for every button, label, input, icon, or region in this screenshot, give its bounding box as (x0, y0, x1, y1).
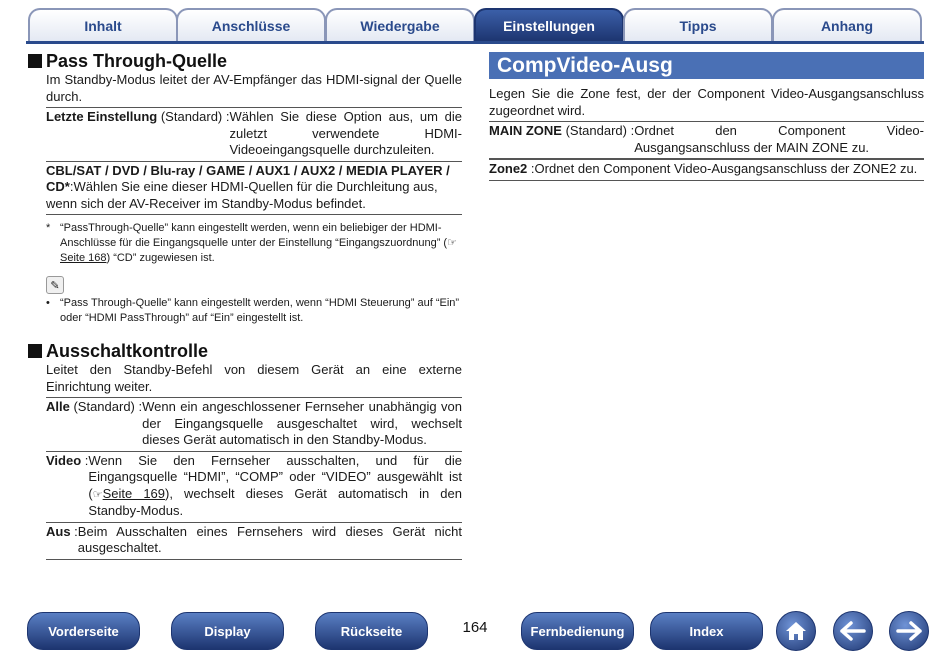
tab-inhalt[interactable]: Inhalt (28, 8, 178, 41)
option-value: Wenn ein angeschlossener Fernseher unabhängig von der Eingangsquelle ausgeschaltet wird, wechselt dieses Gerät automatisch in den Standby-Modus. (142, 399, 462, 447)
section-square-icon (28, 54, 42, 68)
vorderseite-button[interactable]: Vorderseite (27, 612, 140, 650)
left-column (28, 50, 462, 560)
fernbedienung-button[interactable]: Fernbedienung (521, 612, 634, 650)
option-key: Video (46, 452, 82, 468)
page-link-169[interactable]: Seite 169 (102, 485, 166, 501)
tab-tipps[interactable]: Tipps (623, 8, 773, 41)
option-colon: : (69, 179, 74, 194)
index-button[interactable]: Index (650, 612, 763, 650)
option-key: Alle (46, 399, 70, 414)
option-value: Beim Ausschalten eines Fernsehers wird dieses Gerät nicht ausgeschaltet. (77, 523, 462, 555)
option-row-zone2 (489, 158, 924, 180)
section-title: Ausschaltkontrolle (46, 340, 209, 361)
option-key: CBL/SAT / DVD / Blu-ray / GAME / AUX1 / AUX2 / MEDIA PLAYER / CD (46, 162, 450, 194)
note-text: “Pass Through-Quelle” kann eingestellt werden, wenn “HDMI Steuerung” auf “Ein” oder “HDMI PassThrough” auf “Ein” eingestellt ist. (60, 297, 460, 324)
compvideo-intro: Legen Sie die Zone fest, der der Component Video-Ausgangsanschluss zugeordnet wird. (489, 86, 924, 118)
note-bullet (46, 296, 462, 326)
option-standard: (Standard) : (561, 123, 635, 138)
divider (46, 559, 462, 560)
divider (489, 180, 924, 181)
divider (46, 214, 462, 215)
note-text: “PassThrough-Quelle” kann eingestellt werden, wenn ein beliebiger der HDMI-Anschlüsse für die Eingangsquelle unter der Einstellung “Eingangszuordnung” ( (60, 222, 448, 249)
tab-einstellungen[interactable]: Einstellungen (474, 8, 624, 41)
home-icon[interactable] (776, 611, 816, 651)
arrow-left-icon[interactable] (833, 611, 873, 651)
option-row-sources (46, 161, 462, 215)
option-key: Letzte Einstellung (46, 109, 158, 124)
section-title: Pass Through-Quelle (46, 50, 228, 71)
section-square-icon (28, 344, 42, 358)
page-link-168[interactable]: Seite 168 (60, 252, 107, 264)
option-row-main-zone (489, 121, 924, 158)
display-button[interactable]: Display (171, 612, 284, 650)
tab-anhang[interactable]: Anhang (772, 8, 922, 41)
arrow-left-glyph (840, 621, 866, 641)
pass-intro: Im Standby-Modus leitet der AV-Empfänger das HDMI-signal der Quelle durch. (46, 72, 462, 104)
pointing-hand-icon: ☞ (92, 488, 103, 501)
option-value: Wählen Sie eine dieser HDMI-Quellen für die Durchleitung aus, wenn sich der AV-Receiver im Standby-Modus befindet. (46, 179, 438, 211)
option-key: Zone2 (489, 161, 528, 176)
option-value: ), wechselt dieses Gerät automatisch in den Standby-Modus. (88, 485, 462, 518)
option-value: Ordnet den Component Video-Ausgangsanschluss der MAIN ZONE zu. (634, 123, 924, 155)
option-row-video (46, 451, 462, 522)
tab-underline (26, 41, 924, 44)
option-key: MAIN ZONE (489, 123, 562, 138)
right-column (489, 50, 924, 181)
aus-intro: Leitet den Standby-Befehl von diesem Gerät an eine externe Einrichtung weiter. (46, 362, 462, 394)
star-mark: * (46, 222, 51, 234)
option-standard: (Standard) : (69, 399, 143, 414)
pointing-hand-icon: ☞ (447, 237, 457, 249)
section-heading-ausschalt (28, 340, 462, 362)
star-mark: * (64, 179, 70, 194)
option-key: Aus (46, 523, 71, 539)
option-row-aus (46, 522, 462, 559)
option-value: Wählen Sie diese Option aus, um die zuletzt verwendete HDMI-Videoeingangsquelle durchzuleiten. (229, 109, 462, 157)
tab-anschluesse[interactable]: Anschlüsse (176, 8, 326, 41)
home-glyph (784, 620, 808, 642)
rueckseite-button[interactable]: Rückseite (315, 612, 428, 650)
tab-bar (0, 0, 950, 46)
arrow-right-glyph (896, 621, 922, 641)
footnote-star (46, 221, 462, 266)
section-heading-pass-through (28, 50, 462, 72)
option-row-letzte (46, 107, 462, 161)
note-text: ) “CD” zugewiesen ist. (106, 252, 215, 264)
section-title-bar: CompVideo-Ausg (489, 52, 924, 79)
bullet-mark: • (46, 297, 50, 309)
arrow-right-icon[interactable] (889, 611, 929, 651)
option-row-alle (46, 397, 462, 451)
option-value: Wenn Sie den Fernseher ausschalten, und für die Eingangsquelle “HDMI”, “COMP” oder “VIDEO” ausgewählt ist ( (88, 452, 462, 501)
page-number: 164 (462, 619, 488, 636)
tab-wiedergabe[interactable]: Wiedergabe (325, 8, 475, 41)
option-standard: (Standard) : (157, 109, 230, 124)
option-colon: : (527, 161, 535, 176)
option-value: Ordnet den Component Video-Ausgangsanschluss der ZONE2 zu. (534, 161, 918, 176)
pencil-icon: ✎ (46, 276, 64, 294)
option-colon: : (81, 452, 89, 468)
option-colon: : (70, 523, 78, 539)
